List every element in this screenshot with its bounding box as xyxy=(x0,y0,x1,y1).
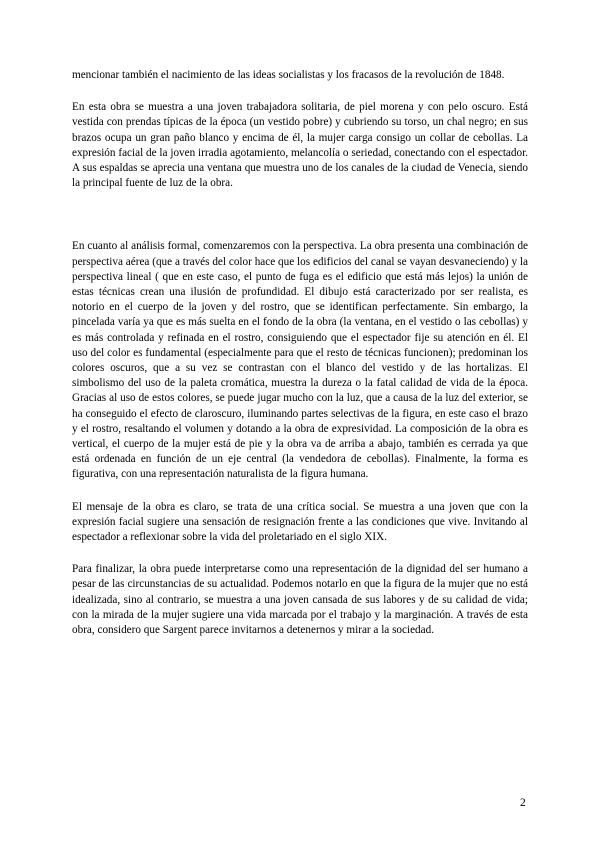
paragraph-message: El mensaje de la obra es claro, se trata de una crítica social. Se muestra a una joven que con la expresión facial sugiere una sensación de resignación frente a las condiciones que vive. Invitando al espectador a reflexionar sobre la vida del proletariado en el siglo XIX. xyxy=(72,500,528,544)
paragraph-formal-analysis: En cuanto al análisis formal, comenzaremos con la perspectiva. La obra presenta una combinación de perspectiva aérea (que a través del color hace que los edificios del canal se vayan desvaneciendo) y la perspectiva lineal ( que en este caso, el punto de fuga es el edificio que está más lejos) la unión de estas técnicas crean una ilusión de profundidad. El dibujo está caracterizado por ser realista, es notorio en el cuerpo de la joven y del rostro, que se identifican perfectamente. Sin embargo, la pincelada varía ya que es más suelta en el fondo de la obra (la ventana, en el vestido o las cebollas) y es más controlada y refinada en el rostro, consiguiendo que el espectador fije su atención en él. El uso del color es fundamental (especialmente para que el resto de técnicas funcionen); predominan los colores oscuros, que a su vez se contrastan con el blanco del vestido y de las hortalizas. El simbolismo del uso de la paleta cromática, muestra la dureza o la fatal calidad de vida de la época. Gracias al uso de estos colores, se puede jugar mucho con la luz, que a causa de la luz del exterior, se ha conseguido el efecto de claroscuro, iluminando partes selectivas de la figura, en este caso el brazo y el rostro, resaltando el volumen y dotando a la obra de expresividad. La composición de la obra es vertical, el cuerpo de la mujer está de pie y la obra va de arriba a abajo, también es cerrada ya que está ordenada en función de un eje central (la vendedora de cebollas). Finalmente, la forma es figurativa, con una representación naturalista de la figura humana. xyxy=(72,240,528,481)
document-body xyxy=(72,68,528,638)
paragraph-intro-continuation: mencionar también el nacimiento de las ideas socialistas y los fracasos de la revolución de 1848. xyxy=(72,69,505,81)
paragraph-description: En esta obra se muestra a una joven trabajadora solitaria, de piel morena y con pelo oscuro. Está vestida con prendas típicas de la época (un vestido pobre) y cubriendo su torso, un chal negro; en sus brazos ocupa un gran paño blanco y encima de él, la mujer carga consigo un collar de cebollas. La expresión facial de la joven irradia agotamiento, melancolía o seriedad, conectando con el espectador. A sus espaldas se aprecia una ventana que muestra uno de los canales de la ciudad de Venecia, siendo la principal fuente de luz de la obra. xyxy=(72,101,528,190)
paragraph-conclusion: Para finalizar, la obra puede interpretarse como una representación de la dignidad del ser humano a pesar de las circunstancias de su actualidad. Podemos notarlo en que la figura de la mujer que no está idealizada, sino al contrario, se muestra a una joven cansada de sus labores y de su calidad de vida; con la mirada de la mujer sugiere una vida marcada por el trabajo y la marginación. A través de esta obra, considero que Sargent parece invitarnos a detenernos y mirar a la sociedad. xyxy=(72,563,528,637)
page-number: 2 xyxy=(520,797,526,809)
